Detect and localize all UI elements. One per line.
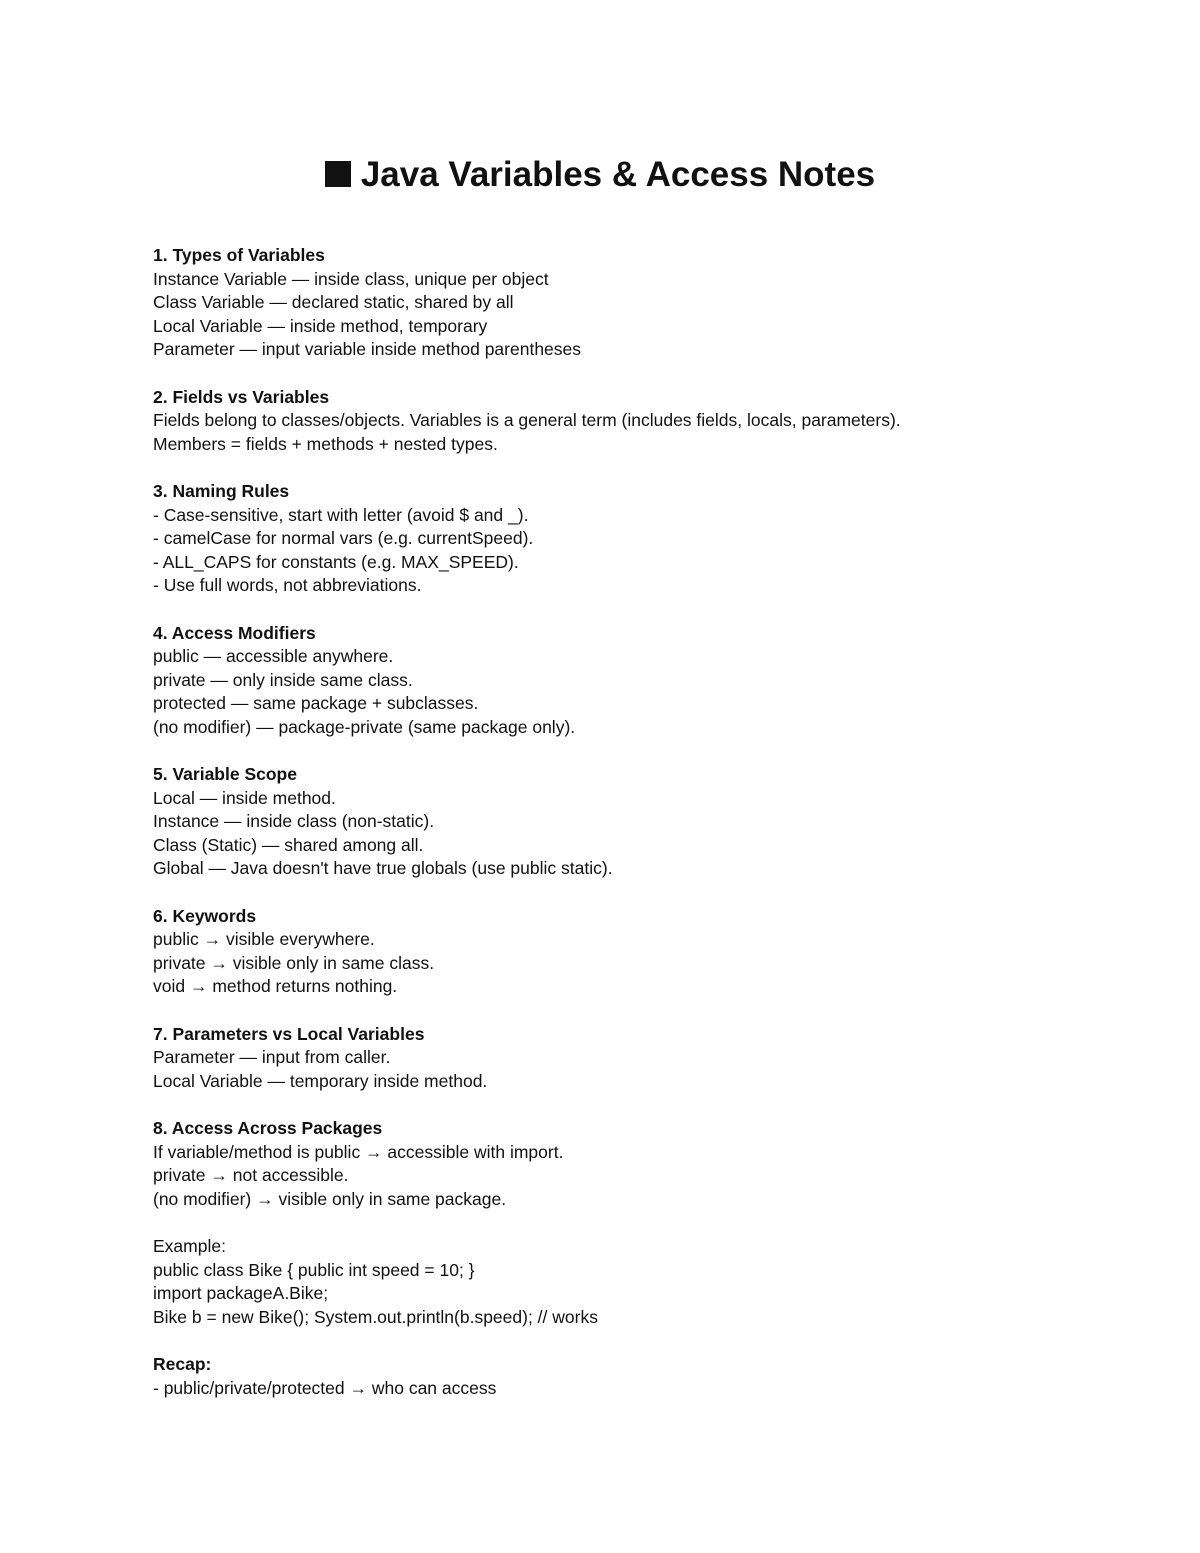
note-line: public → visible everywhere. bbox=[153, 929, 375, 950]
section-parameters-vs-locals bbox=[153, 1023, 1153, 1094]
note-line: Local — inside method. bbox=[153, 787, 336, 808]
example-label: Example: bbox=[153, 1235, 226, 1256]
note-line: - ALL_CAPS for constants (e.g. MAX_SPEED). bbox=[153, 551, 519, 572]
note-line: Local Variable — temporary inside method. bbox=[153, 1070, 488, 1091]
note-line: protected — same package + subclasses. bbox=[153, 693, 479, 714]
code-line: public class Bike { public int speed = 10; } bbox=[153, 1259, 475, 1280]
section-heading: 2. Fields vs Variables bbox=[153, 386, 330, 407]
section-fields-vs-variables bbox=[153, 386, 1153, 457]
note-line: Fields belong to classes/objects. Variables is a general term (includes fields, locals, parameters). bbox=[153, 410, 901, 431]
section-heading: 3. Naming Rules bbox=[153, 480, 290, 501]
note-line: private → not accessible. bbox=[153, 1165, 349, 1186]
page-title bbox=[0, 153, 1200, 197]
section-heading: Recap: bbox=[153, 1353, 212, 1374]
note-line: - Use full words, not abbreviations. bbox=[153, 575, 422, 596]
code-line: import packageA.Bike; bbox=[153, 1283, 329, 1304]
note-line: (no modifier) — package-private (same package only). bbox=[153, 716, 576, 737]
note-line: Instance Variable — inside class, unique per object bbox=[153, 268, 549, 289]
note-line: Class Variable — declared static, shared by all bbox=[153, 292, 514, 313]
section-heading: 6. Keywords bbox=[153, 905, 257, 926]
note-line: - camelCase for normal vars (e.g. currentSpeed). bbox=[153, 528, 534, 549]
note-line: private — only inside same class. bbox=[153, 669, 413, 690]
note-line: private → visible only in same class. bbox=[153, 952, 435, 973]
code-line: Bike b = new Bike(); System.out.println(b.speed); // works bbox=[153, 1306, 598, 1327]
section-access-across-packages bbox=[153, 1117, 1153, 1211]
section-recap bbox=[153, 1353, 1153, 1400]
note-line: Class (Static) — shared among all. bbox=[153, 834, 424, 855]
section-heading: 5. Variable Scope bbox=[153, 764, 297, 785]
section-access-modifiers bbox=[153, 622, 1153, 740]
notes-content bbox=[153, 244, 1153, 1424]
black-square-icon bbox=[325, 161, 351, 187]
note-line: Parameter — input from caller. bbox=[153, 1047, 391, 1068]
note-line: (no modifier) → visible only in same package. bbox=[153, 1188, 507, 1209]
note-line: Parameter — input variable inside method parentheses bbox=[153, 339, 582, 360]
section-heading: 4. Access Modifiers bbox=[153, 622, 316, 643]
note-line: Instance — inside class (non-static). bbox=[153, 811, 435, 832]
note-line: If variable/method is public → accessible with import. bbox=[153, 1141, 564, 1162]
note-line: void → method returns nothing. bbox=[153, 976, 398, 997]
note-line: public — accessible anywhere. bbox=[153, 646, 394, 667]
section-variable-scope bbox=[153, 763, 1153, 881]
note-line: Local Variable — inside method, temporary bbox=[153, 315, 488, 336]
section-example bbox=[153, 1235, 1153, 1329]
page-title-text: Java Variables & Access Notes bbox=[360, 155, 876, 194]
section-heading: 7. Parameters vs Local Variables bbox=[153, 1023, 425, 1044]
note-line: Members = fields + methods + nested types. bbox=[153, 433, 498, 454]
section-keywords bbox=[153, 905, 1153, 999]
note-line: - Case-sensitive, start with letter (avoid $ and _). bbox=[153, 504, 529, 525]
section-naming-rules bbox=[153, 480, 1153, 598]
section-heading: 1. Types of Variables bbox=[153, 245, 325, 265]
section-heading: 8. Access Across Packages bbox=[153, 1117, 383, 1138]
note-line: - public/private/protected → who can access bbox=[153, 1377, 497, 1398]
note-line: Global — Java doesn't have true globals (use public static). bbox=[153, 858, 613, 879]
section-types-of-variables bbox=[153, 244, 1153, 362]
